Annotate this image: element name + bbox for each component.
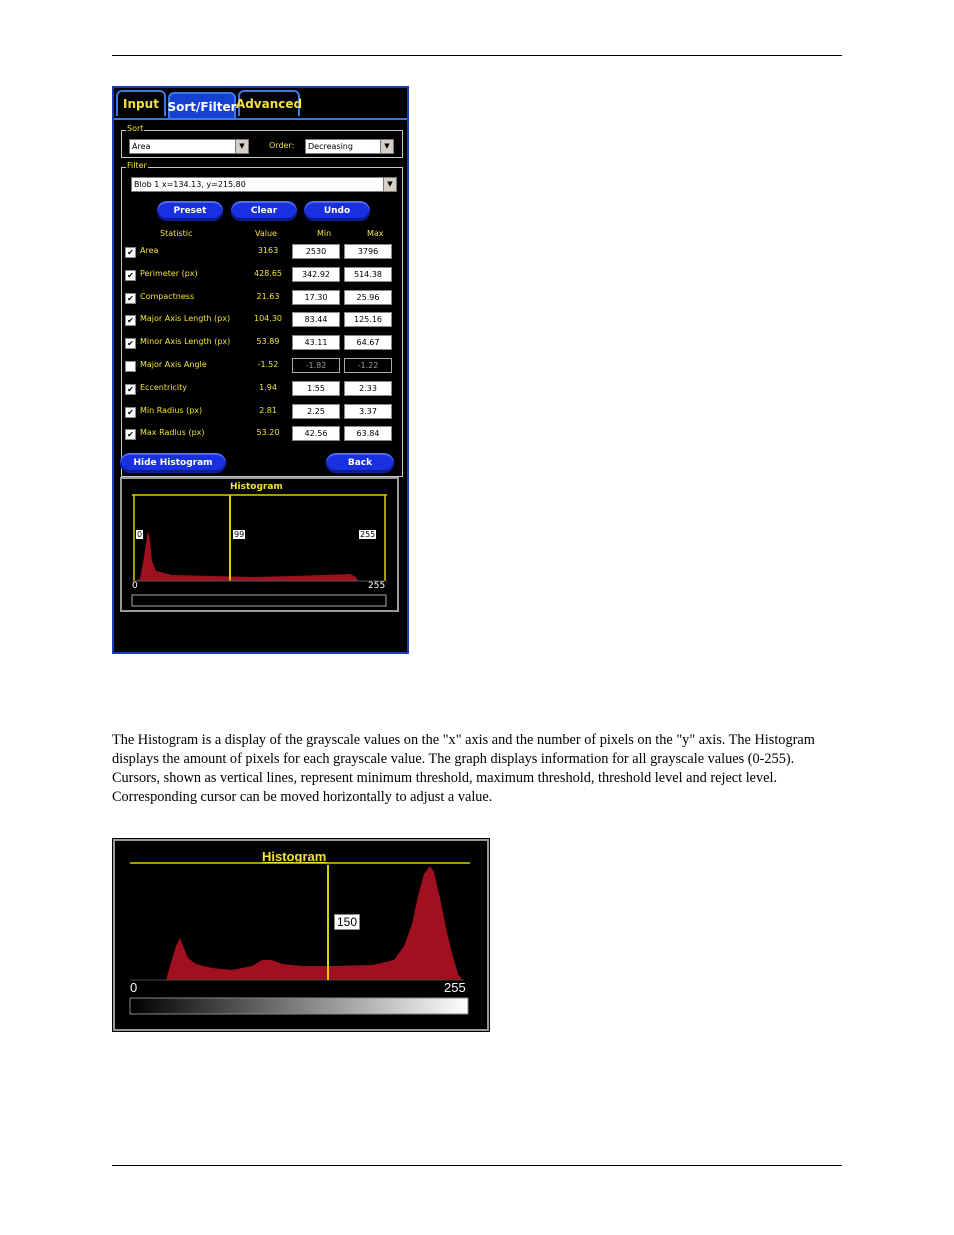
cursor-label-max: 255: [360, 530, 376, 539]
sort-order-select[interactable]: [305, 139, 394, 154]
min-input[interactable]: -1.82: [292, 358, 340, 373]
max-input[interactable]: 125.16: [344, 312, 392, 327]
blob-select[interactable]: [131, 177, 397, 192]
statistic-name: Min Radius (px): [140, 405, 203, 415]
min-input[interactable]: 2.25: [292, 404, 340, 419]
statistic-name: Max Radius (px): [140, 428, 205, 438]
sort-filter-panel: [112, 86, 409, 654]
statistic-checkbox[interactable]: ✔: [125, 407, 136, 418]
statistic-value: 53.89: [256, 337, 280, 347]
order-label: Order:: [269, 141, 295, 150]
small-histogram: [120, 477, 399, 612]
statistic-row: [122, 381, 402, 399]
sort-group-label: Sort: [127, 124, 144, 133]
statistic-row: [122, 312, 402, 330]
clear-button[interactable]: Clear: [231, 201, 297, 221]
tab-sort-filter[interactable]: Sort/Filter: [168, 92, 236, 120]
statistic-checkbox[interactable]: ✔: [125, 429, 136, 440]
filter-group-label: Filter: [127, 161, 147, 170]
statistic-row: [122, 335, 402, 353]
statistic-checkbox[interactable]: ✔: [125, 384, 136, 395]
undo-button[interactable]: Undo: [304, 201, 370, 221]
statistic-row: [122, 244, 402, 262]
large-histogram-title: Histogram: [262, 849, 327, 864]
grayscale-bar: [132, 595, 386, 606]
min-input[interactable]: 42.56: [292, 426, 340, 441]
preset-button[interactable]: Preset: [157, 201, 223, 221]
max-input[interactable]: 63.84: [344, 426, 392, 441]
statistic-value: -1.52: [257, 360, 279, 369]
cursor-label-threshold: 150: [334, 914, 360, 930]
statistic-name: Eccentricity: [140, 382, 187, 392]
footer-rule: [112, 1165, 842, 1166]
max-input[interactable]: 25.96: [344, 290, 392, 305]
statistic-checkbox[interactable]: ✔: [125, 338, 136, 349]
min-input[interactable]: 1.55: [292, 381, 340, 396]
blob-select-value: Blob 1 x=134.13, y=215.80: [134, 180, 246, 189]
large-histogram: [112, 838, 490, 1032]
cursor-label-threshold: 99: [234, 530, 245, 539]
statistic-checkbox[interactable]: [125, 361, 136, 372]
statistic-name: Major Axis Length (px): [140, 314, 231, 324]
large-axis-max: 255: [444, 980, 466, 995]
tab-input[interactable]: Input: [116, 90, 166, 116]
min-input[interactable]: 83.44: [292, 312, 340, 327]
min-input[interactable]: 2530: [292, 244, 340, 259]
max-input[interactable]: 3.37: [344, 404, 392, 419]
cursor-label-min: 0: [137, 530, 143, 539]
statistic-checkbox[interactable]: ✔: [125, 293, 136, 304]
tab-advanced[interactable]: Advanced: [238, 90, 300, 116]
statistic-row: [122, 267, 402, 285]
statistic-name: Compactness: [140, 291, 195, 301]
max-input[interactable]: 514.38: [344, 267, 392, 282]
max-header: Max: [367, 229, 384, 238]
value-header: Value: [255, 229, 277, 238]
small-histogram-chart: [122, 479, 397, 610]
max-input[interactable]: 3796: [344, 244, 392, 259]
small-axis-max: 255: [368, 581, 386, 591]
small-histogram-area: [134, 531, 358, 581]
large-histogram-area: [130, 866, 462, 980]
header-rule: [112, 55, 842, 56]
sort-field-value: Area: [132, 142, 151, 151]
statistic-name: Perimeter (px): [140, 268, 198, 278]
statistic-checkbox[interactable]: ✔: [125, 247, 136, 258]
chevron-down-icon[interactable]: ▼: [380, 140, 393, 153]
statistic-row: [122, 290, 402, 308]
statistic-value: 53.20: [256, 428, 280, 438]
large-axis-min: 0: [130, 980, 138, 995]
statistic-value: 1.94: [259, 382, 277, 392]
chevron-down-icon[interactable]: ▼: [383, 178, 396, 191]
sort-field-select[interactable]: [129, 139, 249, 154]
min-input[interactable]: 43.11: [292, 335, 340, 350]
histogram-description: The Histogram is a display of the grayscale values on the "x" axis and the number of pixels on the "y" axis. The Histogram displays the amount of pixels for each grayscale value. The graph displays information for all grayscale values (0-255). Cursors, shown as vertical lines, represent minimum threshold, maximum threshold, threshold level and reject level. Corresponding cursor can be moved horizontally to adjust a value.: [112, 732, 815, 805]
tab-content: [114, 118, 407, 654]
sort-group: [121, 124, 403, 158]
small-histogram-title: Histogram: [230, 482, 283, 492]
statistic-value: 21.63: [256, 291, 280, 301]
min-input[interactable]: 342.92: [292, 267, 340, 282]
statistic-value: 428.65: [254, 268, 282, 278]
max-input[interactable]: -1.22: [344, 358, 392, 373]
max-input[interactable]: 2.33: [344, 381, 392, 396]
max-input[interactable]: 64.67: [344, 335, 392, 350]
min-header: Min: [317, 229, 332, 238]
statistic-row: [122, 426, 402, 444]
hide-histogram-button[interactable]: Hide Histogram: [120, 453, 226, 473]
min-input[interactable]: 17.30: [292, 290, 340, 305]
statistic-value: 2.81: [259, 405, 277, 415]
statistic-row: [122, 404, 402, 422]
statistic-row: [122, 358, 402, 376]
statistic-value: 3163: [257, 246, 279, 255]
tab-bar: [114, 88, 407, 118]
statistic-name: Minor Axis Length (px): [140, 337, 231, 347]
chevron-down-icon[interactable]: ▼: [235, 140, 248, 153]
grayscale-bar: [130, 998, 468, 1014]
statistic-checkbox[interactable]: ✔: [125, 315, 136, 326]
statistic-header: Statistic: [160, 229, 193, 238]
statistic-checkbox[interactable]: ✔: [125, 270, 136, 281]
sort-order-value: Decreasing: [308, 142, 353, 151]
back-button[interactable]: Back: [326, 453, 394, 473]
small-axis-min: 0: [132, 581, 138, 591]
statistic-name: Area: [140, 246, 159, 255]
large-histogram-chart: [112, 838, 490, 1032]
statistic-value: 104.30: [254, 314, 282, 324]
statistic-name: Major Axis Angle: [140, 360, 207, 369]
